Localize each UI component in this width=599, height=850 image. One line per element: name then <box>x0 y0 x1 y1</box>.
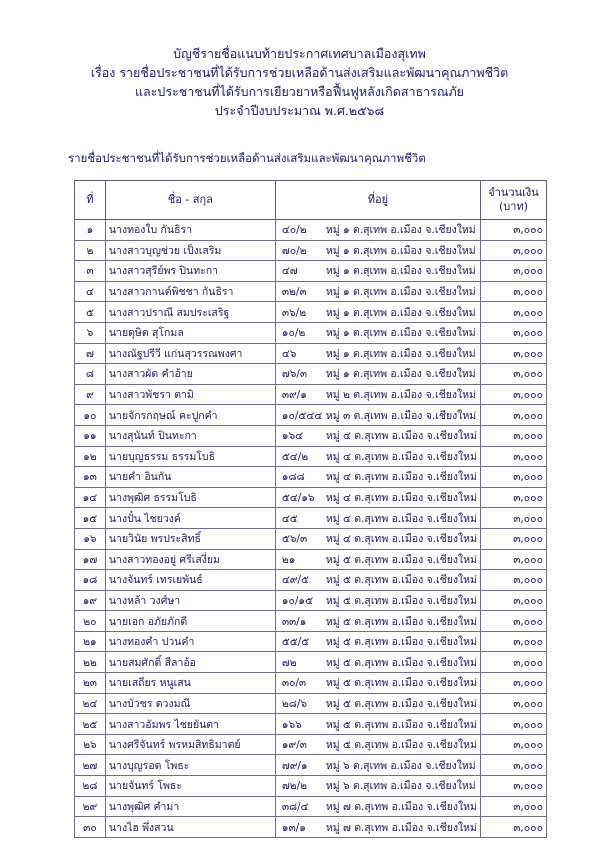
village-address: หมู่ ๕ ต.สุเทพ อ.เมือง จ.เชียงใหม่ <box>325 574 477 587</box>
house-number: ๑๓/๑ <box>281 821 306 834</box>
house-number: ๒๘/๖ <box>281 697 308 710</box>
house-number: ๗๙/๑ <box>281 759 308 772</box>
recipient-address <box>275 240 480 261</box>
row-number: ๑๐ <box>75 405 106 426</box>
recipient-name: นางสาวทองอยู่ ศรีเสงี่ยม <box>105 549 275 570</box>
amount-value: ๓,๐๐๐ <box>481 384 547 405</box>
table-row <box>75 220 547 241</box>
row-number: ๔ <box>75 281 106 302</box>
table-row <box>75 549 547 570</box>
row-number: ๒๔ <box>75 693 106 714</box>
recipient-name: นางบุญรอด โพธะ <box>105 755 275 776</box>
recipient-name: นางทองใบ กันธิรา <box>105 220 275 241</box>
amount-value: ๓,๐๐๐ <box>481 693 547 714</box>
house-number: ๔๐/๒ <box>281 224 307 237</box>
table-row <box>75 796 547 817</box>
house-number: ๓๐/๓ <box>281 677 307 690</box>
amount-value: ๓,๐๐๐ <box>481 528 547 549</box>
recipient-name: นางสาวอัมพร ไชยยันตา <box>105 714 275 735</box>
village-address: หมู่ ๒ ต.สุเทพ อ.เมือง จ.เชียงใหม่ <box>325 389 476 402</box>
house-number: ๗๐/๒ <box>281 244 307 257</box>
village-address: หมู่ ๕ ต.สุเทพ อ.เมือง จ.เชียงใหม่ <box>325 739 477 752</box>
village-address: หมู่ ๕ ต.สุเทพ อ.เมือง จ.เชียงใหม่ <box>325 615 477 628</box>
recipient-address <box>275 611 480 632</box>
village-address: หมู่ ๕ ต.สุเทพ อ.เมือง จ.เชียงใหม่ <box>325 677 477 690</box>
recipient-name: นางหล้า วงศ์ษา <box>105 590 275 611</box>
recipient-name: นางสุนันท์ ปินทะกา <box>105 425 275 446</box>
house-number: ๕๕/๕ <box>281 636 310 649</box>
recipient-address <box>275 343 480 364</box>
table-header-row <box>75 181 547 220</box>
amount-value: ๓,๐๐๐ <box>481 220 547 241</box>
row-number: ๑๒ <box>75 446 106 467</box>
table-row <box>75 364 547 385</box>
document-header <box>0 44 599 120</box>
amount-value: ๓,๐๐๐ <box>481 322 547 343</box>
row-number: ๒๒ <box>75 652 106 673</box>
table-row <box>75 425 547 446</box>
table-row <box>75 508 547 529</box>
recipient-name: นายคำ อินกัน <box>105 467 275 488</box>
table-row <box>75 817 547 838</box>
table-row <box>75 384 547 405</box>
amount-value: ๓,๐๐๐ <box>481 796 547 817</box>
village-address: หมู่ ๕ ต.สุเทพ อ.เมือง จ.เชียงใหม่ <box>325 553 477 566</box>
table-row <box>75 240 547 261</box>
amount-value: ๓,๐๐๐ <box>481 570 547 591</box>
amount-value: ๓,๐๐๐ <box>481 508 547 529</box>
recipient-address <box>275 817 480 838</box>
recipient-name: นางสาวสุรีย์พร ปินทะกา <box>105 261 275 282</box>
amount-header-line-2: (บาท) <box>499 200 528 213</box>
row-number: ๑๕ <box>75 508 106 529</box>
amount-value: ๓,๐๐๐ <box>481 673 547 694</box>
amount-value: ๓,๐๐๐ <box>481 734 547 755</box>
amount-value: ๓,๐๐๐ <box>481 549 547 570</box>
header-line-1: บัญชีรายชื่อแนบท้ายประกาศเทศบาลเมืองสุเทพ <box>173 46 426 61</box>
house-number: ๔๖ <box>281 347 297 360</box>
house-number: ๔๗ <box>281 265 298 278</box>
amount-value: ๓,๐๐๐ <box>481 631 547 652</box>
row-number: ๒๖ <box>75 734 106 755</box>
amount-value: ๓,๐๐๐ <box>481 817 547 838</box>
amount-value: ๓,๐๐๐ <box>481 755 547 776</box>
house-number: ๓๙/๑ <box>281 389 307 402</box>
amount-value: ๓,๐๐๐ <box>481 487 547 508</box>
table-body <box>75 220 547 838</box>
table-row <box>75 528 547 549</box>
row-number: ๓ <box>75 261 106 282</box>
amount-value: ๓,๐๐๐ <box>481 611 547 632</box>
recipient-name: นายเอก อภัยภักดี <box>105 611 275 632</box>
table-row <box>75 631 547 652</box>
village-address: หมู่ ๕ ต.สุเทพ อ.เมือง จ.เชียงใหม่ <box>325 656 477 669</box>
recipient-name: นางปั๋น ไชยวงค์ <box>105 508 275 529</box>
recipient-address <box>275 652 480 673</box>
village-address: หมู่ ๕ ต.สุเทพ อ.เมือง จ.เชียงใหม่ <box>325 697 477 710</box>
amount-value: ๓,๐๐๐ <box>481 240 547 261</box>
row-number: ๒๘ <box>75 776 106 797</box>
recipient-name: นางพุฒิศ ธรรมโบธิ <box>105 487 275 508</box>
recipient-address <box>275 302 480 323</box>
recipient-address <box>275 364 480 385</box>
recipient-address <box>275 322 480 343</box>
recipient-name: นางสาวกานต์พิชชา กันธิรา <box>105 281 275 302</box>
village-address: หมู่ ๑ ต.สุเทพ อ.เมือง จ.เชียงใหม่ <box>325 347 476 360</box>
table-row <box>75 611 547 632</box>
amount-header-line-1: จำนวนเงิน <box>488 186 539 199</box>
table-row <box>75 281 547 302</box>
row-number: ๒๓ <box>75 673 106 694</box>
house-number: ๑๘๘ <box>281 471 305 484</box>
recipient-address <box>275 714 480 735</box>
recipient-name: นายจันทร์ โพธะ <box>105 776 275 797</box>
recipient-name: นางสาวบุญช่วย เป็งเสริม <box>105 240 275 261</box>
row-number: ๒๑ <box>75 631 106 652</box>
house-number: ๒๑ <box>281 553 296 566</box>
table-row <box>75 673 547 694</box>
house-number: ๑๖๖ <box>281 718 302 731</box>
village-address: หมู่ ๔ ต.สุเทพ อ.เมือง จ.เชียงใหม่ <box>325 430 477 443</box>
recipient-name: นางบัวชร ดวงมณี <box>105 693 275 714</box>
header-line-4: ประจำปีงบประมาณ พ.ศ.๒๕๖๘ <box>214 103 385 118</box>
amount-value: ๓,๐๐๐ <box>481 405 547 426</box>
column-header-amount <box>481 181 547 220</box>
column-header-name: ชื่อ - สกุล <box>105 181 275 220</box>
recipient-address <box>275 508 480 529</box>
table-row <box>75 322 547 343</box>
recipient-address <box>275 425 480 446</box>
row-number: ๕ <box>75 302 106 323</box>
amount-value: ๓,๐๐๐ <box>481 776 547 797</box>
village-address: หมู่ ๖ ต.สุเทพ อ.เมือง จ.เชียงใหม่ <box>325 759 476 772</box>
table-row <box>75 776 547 797</box>
recipient-address <box>275 384 480 405</box>
house-number: ๕๔/๑๖ <box>281 492 315 505</box>
house-number: ๓๓/๑ <box>281 615 307 628</box>
recipient-name: นางสาวปราณี สมประเสริฐ <box>105 302 275 323</box>
recipient-address <box>275 590 480 611</box>
row-number: ๑๗ <box>75 549 106 570</box>
village-address: หมู่ ๑ ต.สุเทพ อ.เมือง จ.เชียงใหม่ <box>325 306 476 319</box>
row-number: ๖ <box>75 322 106 343</box>
table-row <box>75 693 547 714</box>
table-row <box>75 446 547 467</box>
row-number: ๗ <box>75 343 106 364</box>
row-number: ๑๖ <box>75 528 106 549</box>
village-address: หมู่ ๕ ต.สุเทพ อ.เมือง จ.เชียงใหม่ <box>325 718 477 731</box>
recipient-address <box>275 446 480 467</box>
village-address: หมู่ ๔ ต.สุเทพ อ.เมือง จ.เชียงใหม่ <box>325 471 477 484</box>
row-number: ๙ <box>75 384 106 405</box>
house-number: ๔๕ <box>281 512 298 525</box>
house-number: ๑๐/๕๔๔ <box>281 409 323 422</box>
recipient-address <box>275 693 480 714</box>
house-number: ๑๐/๒ <box>281 327 306 340</box>
house-number: ๑๖๔ <box>281 430 304 443</box>
amount-value: ๓,๐๐๐ <box>481 714 547 735</box>
row-number: ๘ <box>75 364 106 385</box>
amount-value: ๓,๐๐๐ <box>481 302 547 323</box>
row-number: ๒๕ <box>75 714 106 735</box>
village-address: หมู่ ๔ ต.สุเทพ อ.เมือง จ.เชียงใหม่ <box>325 450 477 463</box>
village-address: หมู่ ๖ ต.สุเทพ อ.เมือง จ.เชียงใหม่ <box>325 780 476 793</box>
row-number: ๑๓ <box>75 467 106 488</box>
house-number: ๔๙/๕ <box>281 574 309 587</box>
recipient-address <box>275 467 480 488</box>
recipient-address <box>275 796 480 817</box>
table-row <box>75 302 547 323</box>
village-address: หมู่ ๑ ต.สุเทพ อ.เมือง จ.เชียงใหม่ <box>325 244 476 257</box>
row-number: ๓๐ <box>75 817 106 838</box>
table-row <box>75 343 547 364</box>
recipient-name: นายดุษิต สุโกมล <box>105 322 275 343</box>
table-row <box>75 590 547 611</box>
recipient-address <box>275 261 480 282</box>
village-address: หมู่ ๗ ต.สุเทพ อ.เมือง จ.เชียงใหม่ <box>325 821 477 834</box>
house-number: ๓๒/๓ <box>281 286 307 299</box>
row-number: ๑๔ <box>75 487 106 508</box>
header-line-2: เรื่อง รายชื่อประชาชนที่ได้รับการช่วยเหลือด้านส่งเสริมและพัฒนาคุณภาพชีวิต <box>90 65 509 80</box>
village-address: หมู่ ๔ ต.สุเทพ อ.เมือง จ.เชียงใหม่ <box>325 533 477 546</box>
recipient-address <box>275 220 480 241</box>
village-address: หมู่ ๔ ต.สุเทพ อ.เมือง จ.เชียงใหม่ <box>325 512 477 525</box>
recipient-address <box>275 631 480 652</box>
recipient-name: นายบุญธรรม ธรรมโบธิ <box>105 446 275 467</box>
village-address: หมู่ ๑ ต.สุเทพ อ.เมือง จ.เชียงใหม่ <box>325 265 476 278</box>
table-row <box>75 570 547 591</box>
recipient-name: นายเสถียร หนูเสน <box>105 673 275 694</box>
section-title: รายชื่อประชาชนที่ได้รับการช่วยเหลือด้านส่งเสริมและพัฒนาคุณภาพชีวิต <box>68 151 426 165</box>
village-address: หมู่ ๔ ต.สุเทพ อ.เมือง จ.เชียงใหม่ <box>325 492 477 505</box>
recipient-address <box>275 487 480 508</box>
house-number: ๕๔/๒ <box>281 450 309 463</box>
column-header-address: ที่อยู่ <box>275 181 480 220</box>
amount-value: ๓,๐๐๐ <box>481 652 547 673</box>
header-line-3: และประชาชนที่ได้รับการเยียวยาหรือฟื้นฟูหลังเกิดสาธารณภัย <box>134 84 465 99</box>
table-row <box>75 652 547 673</box>
village-address: หมู่ ๕ ต.สุเทพ อ.เมือง จ.เชียงใหม่ <box>325 594 477 607</box>
village-address: หมู่ ๑ ต.สุเทพ อ.เมือง จ.เชียงใหม่ <box>325 368 476 381</box>
recipient-address <box>275 528 480 549</box>
table-row <box>75 487 547 508</box>
recipient-address <box>275 570 480 591</box>
recipient-name: นายจักรกฤษณ์ คะปูกคำ <box>105 405 275 426</box>
row-number: ๑๘ <box>75 570 106 591</box>
recipient-name: นางพุฒิศ คำมา <box>105 796 275 817</box>
amount-value: ๓,๐๐๐ <box>481 343 547 364</box>
table-row <box>75 261 547 282</box>
recipient-table <box>74 180 547 838</box>
house-number: ๓๖/๒ <box>281 306 307 319</box>
house-number: ๑๐/๑๕ <box>281 594 314 607</box>
village-address: หมู่ ๗ ต.สุเทพ อ.เมือง จ.เชียงใหม่ <box>325 800 477 813</box>
recipient-name: นางศรีจันทร์ พรหมสิทธิมาตย์ <box>105 734 275 755</box>
recipient-address <box>275 755 480 776</box>
table-row <box>75 405 547 426</box>
amount-value: ๓,๐๐๐ <box>481 425 547 446</box>
recipient-name: นางณัฐปรีวี แก่นสุวรรณพงศา <box>105 343 275 364</box>
table-row <box>75 734 547 755</box>
row-number: ๒๐ <box>75 611 106 632</box>
amount-value: ๓,๐๐๐ <box>481 364 547 385</box>
amount-value: ๓,๐๐๐ <box>481 467 547 488</box>
row-number: ๑๑ <box>75 425 106 446</box>
village-address: หมู่ ๕ ต.สุเทพ อ.เมือง จ.เชียงใหม่ <box>325 636 477 649</box>
house-number: ๓๘/๔ <box>281 800 309 813</box>
row-number: ๑๙ <box>75 590 106 611</box>
house-number: ๗๖/๓ <box>281 368 308 381</box>
house-number: ๗๒ <box>281 656 297 669</box>
row-number: ๒๗ <box>75 755 106 776</box>
village-address: หมู่ ๑ ต.สุเทพ อ.เมือง จ.เชียงใหม่ <box>325 286 476 299</box>
amount-value: ๓,๐๐๐ <box>481 281 547 302</box>
row-number: ๒๙ <box>75 796 106 817</box>
recipient-name: นางสาวผัด คำอ้าย <box>105 364 275 385</box>
house-number: ๗๒/๒ <box>281 780 308 793</box>
recipient-name: นางสาวพัชรา ตามิ <box>105 384 275 405</box>
recipient-name: นางไฮ พึ่งสวน <box>105 817 275 838</box>
recipient-address <box>275 405 480 426</box>
row-number: ๑ <box>75 220 106 241</box>
house-number: ๑๙/๓ <box>281 739 307 752</box>
recipient-name: นางทองคำ ปวนคำ <box>105 631 275 652</box>
amount-value: ๓,๐๐๐ <box>481 446 547 467</box>
table-row <box>75 755 547 776</box>
recipient-address <box>275 734 480 755</box>
recipient-name: นายสมศักดิ์ สีลาอ้อ <box>105 652 275 673</box>
recipient-name: นางจันทร์ เทรเยพันธ์ <box>105 570 275 591</box>
table-row <box>75 467 547 488</box>
table-row <box>75 714 547 735</box>
village-address: หมู่ ๑ ต.สุเทพ อ.เมือง จ.เชียงใหม่ <box>325 224 476 237</box>
column-header-no: ที่ <box>75 181 106 220</box>
recipient-address <box>275 281 480 302</box>
row-number: ๒ <box>75 240 106 261</box>
village-address: หมู่ ๓ ต.สุเทพ อ.เมือง จ.เชียงใหม่ <box>325 409 477 422</box>
amount-value: ๓,๐๐๐ <box>481 590 547 611</box>
amount-value: ๓,๐๐๐ <box>481 261 547 282</box>
village-address: หมู่ ๑ ต.สุเทพ อ.เมือง จ.เชียงใหม่ <box>325 327 476 340</box>
recipient-address <box>275 549 480 570</box>
recipient-address <box>275 776 480 797</box>
recipient-address <box>275 673 480 694</box>
recipient-name: นายวินัย พรประสิทธิ์ <box>105 528 275 549</box>
house-number: ๕๖/๓ <box>281 533 308 546</box>
